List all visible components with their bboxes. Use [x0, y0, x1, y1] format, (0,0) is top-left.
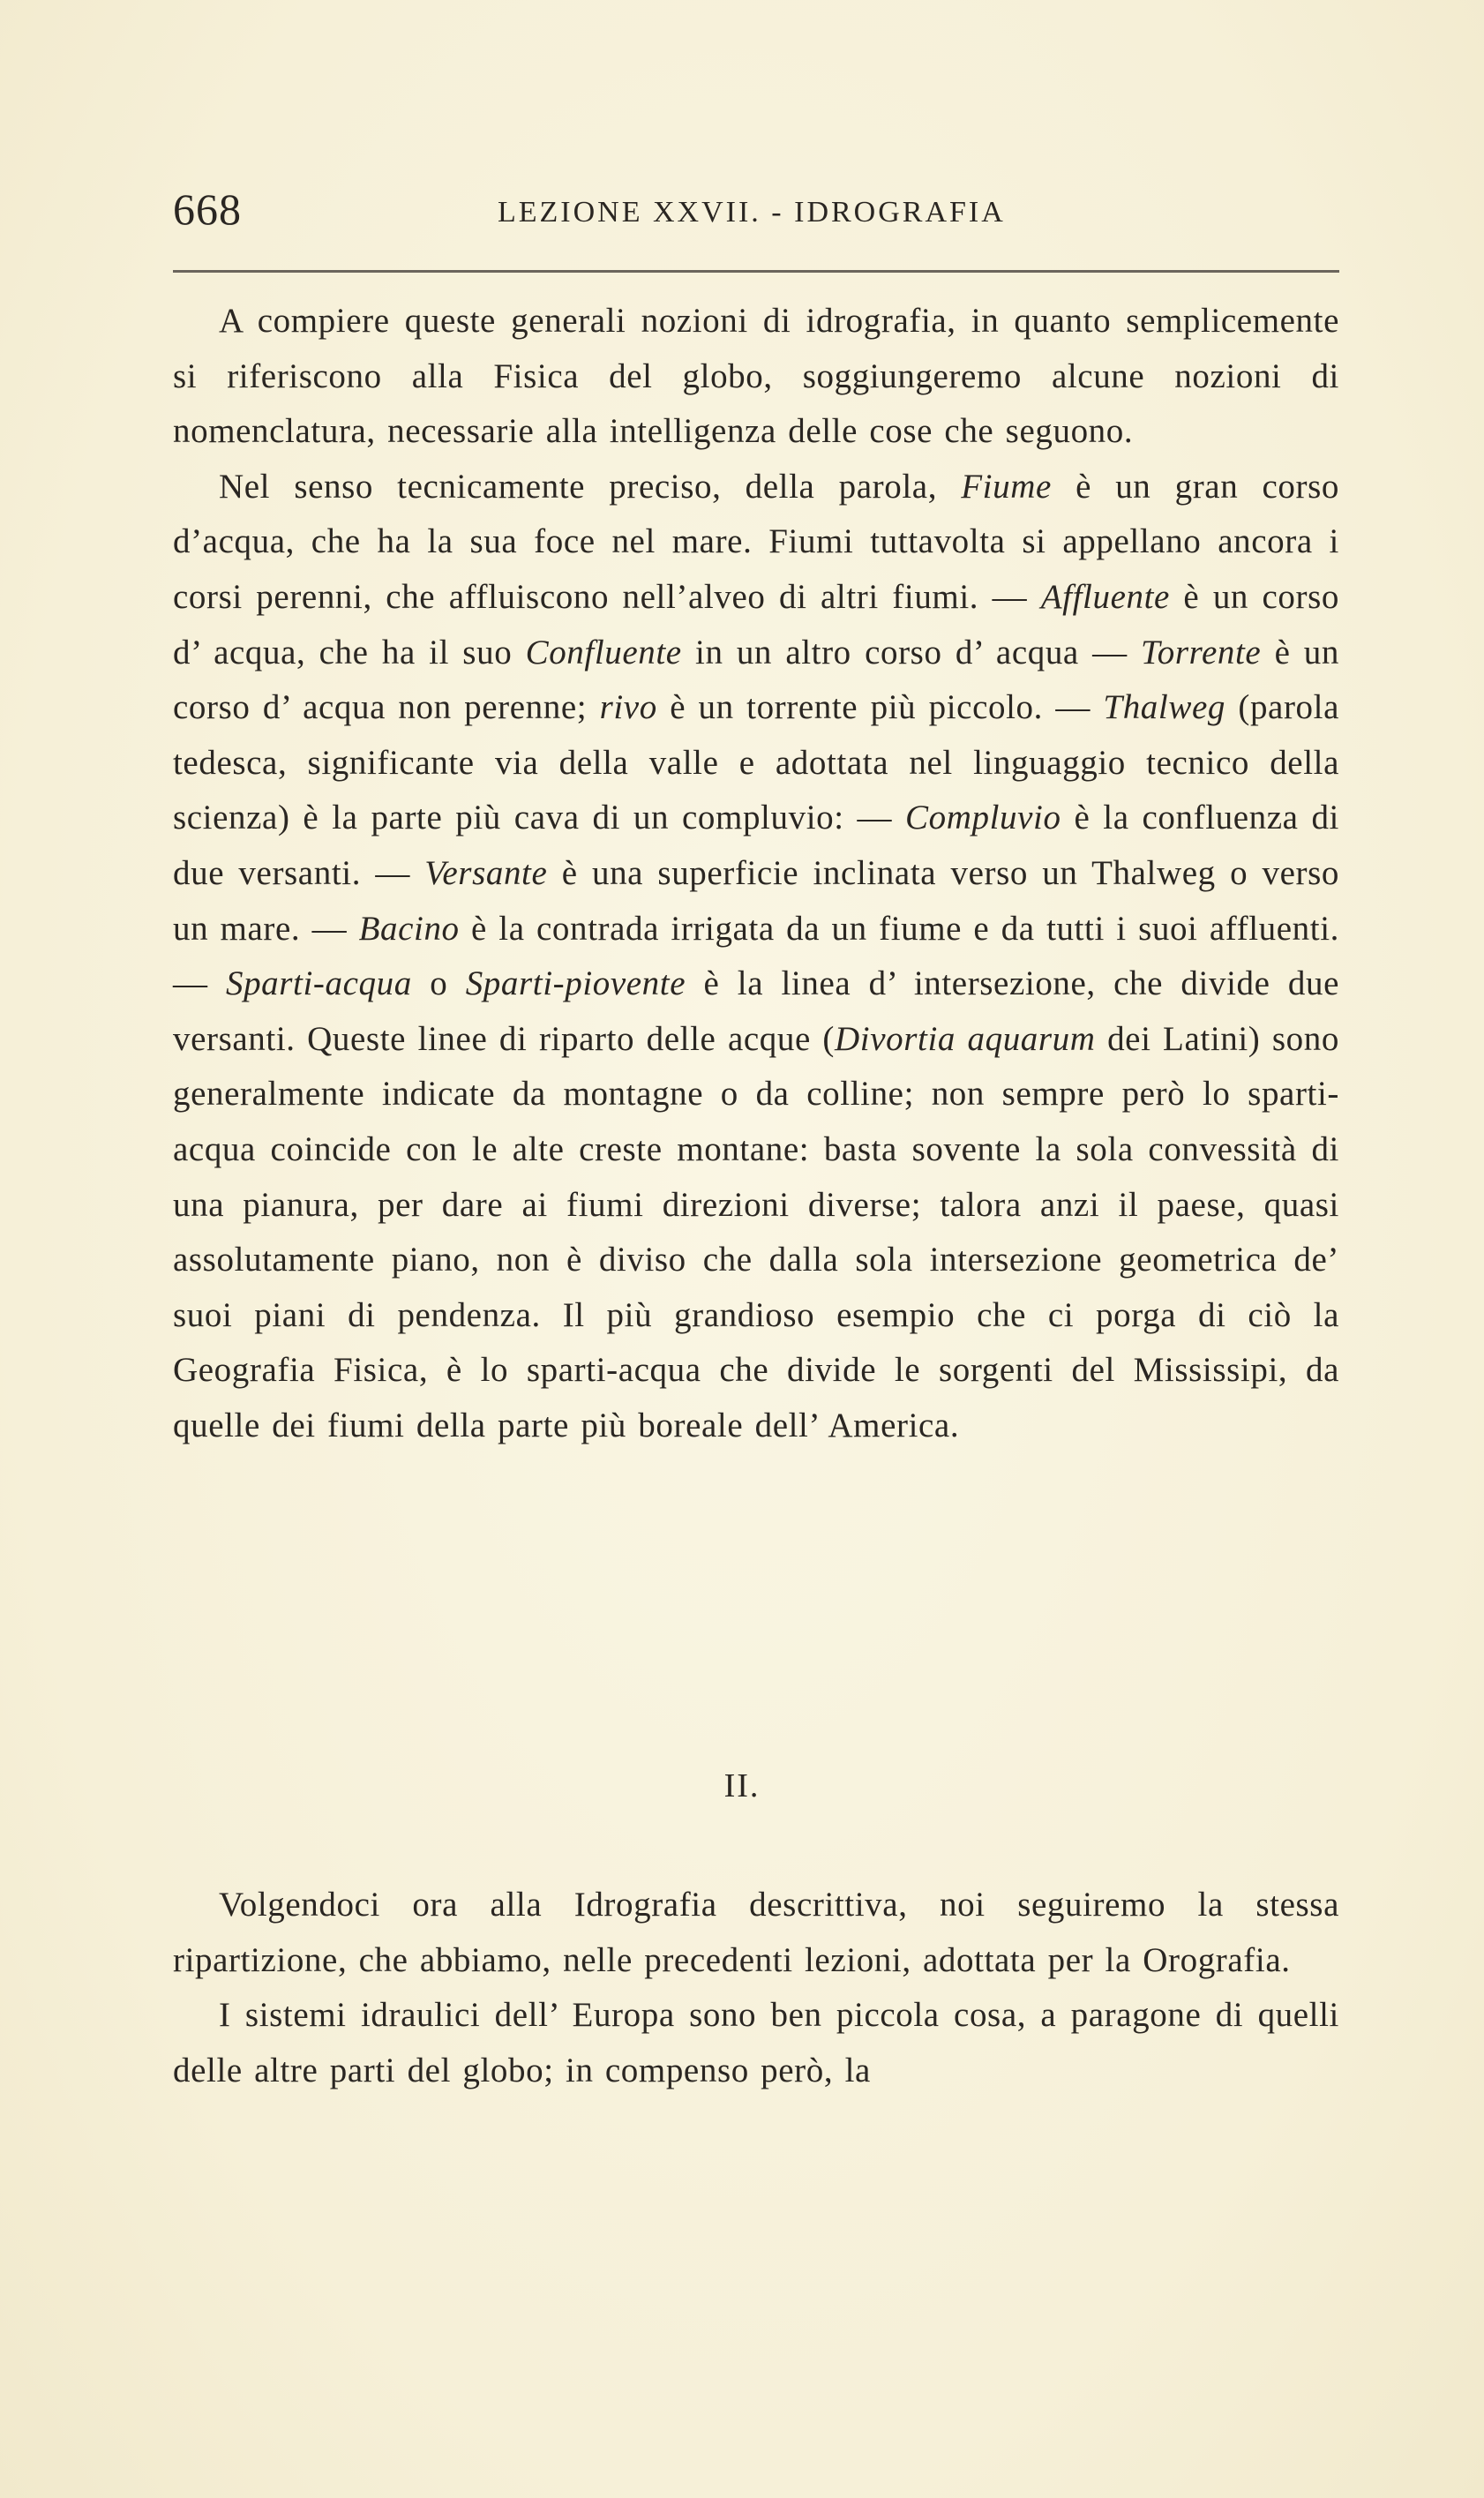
defined-term: Affluente: [1040, 577, 1170, 616]
defined-term: Fiume: [961, 467, 1052, 506]
defined-term: Divortia aquarum: [835, 1019, 1096, 1058]
paragraph: A compiere queste generali nozioni di idrografia, in quanto semplicemente si riferiscono alla Fisica del globo, soggiungeremo alcune nozioni di nomenclatura, necessarie alla intelligenza delle cose che seguono.: [173, 302, 1339, 451]
page-number: 668: [173, 184, 242, 234]
text-run: è la contrada irrigata da un fiume e da tutti i suoi affluenti. —: [173, 909, 1339, 1003]
paragraph: I sistemi idraulici dell’ Europa sono ben piccola cosa, a paragone di quelli delle altre parti del globo; in compenso però, la: [173, 1996, 1339, 2089]
defined-term: Confluente: [525, 633, 682, 671]
paragraph-definitions: [173, 460, 1339, 1454]
defined-term: Versante: [424, 853, 548, 892]
defined-term: rivo: [599, 688, 657, 727]
text-run: è un corso d’ acqua, che ha il suo: [173, 577, 1339, 671]
text-run: è un gran corso d’acqua, che ha la sua foce nel mare. Fiumi tuttavolta si appellano ancora i corsi perenni, che affluiscono nell’alveo di altri fiumi. —: [173, 467, 1339, 616]
defined-term: Bacino: [358, 909, 460, 948]
text-run: è la linea d’ intersezione, che divide due versanti. Queste linee di riparto delle acque (: [173, 964, 1339, 1058]
text-run: o: [411, 964, 466, 1003]
defined-term: Torrente: [1141, 633, 1262, 671]
paragraph: Volgendoci ora alla Idrografia descrittiva, noi seguiremo la stessa ripartizione, che abbiamo, nelle precedenti lezioni, adottata per la Orografia.: [173, 1886, 1339, 1979]
defined-term: Sparti-acqua: [225, 964, 412, 1003]
text-run: è un torrente più piccolo. —: [656, 688, 1104, 727]
header-rule: [173, 270, 1339, 273]
section-one-text: [173, 294, 1339, 1453]
text-run: è un corso d’ acqua non perenne;: [173, 633, 1339, 727]
text-run: è la confluenza di due versanti. —: [173, 799, 1339, 892]
text-run: (parola tedesca, significante via della valle e adottata nel linguaggio tecnico della scienza) è la parte più cava di un compluvio: —: [173, 688, 1340, 837]
section-two-text: [173, 1878, 1339, 2098]
section-number: II.: [723, 1767, 761, 1804]
running-head: LEZIONE XXVII. - IDROGRAFIA: [498, 196, 1006, 229]
text-run: è una superficie inclinata verso un Thalweg o verso un mare. —: [173, 853, 1339, 948]
text-run: Nel senso tecnicamente preciso, della parola,: [219, 467, 962, 506]
text-run: in un altro corso d’ acqua —: [681, 633, 1142, 671]
page-header: [173, 184, 1339, 236]
text-run: dei Latini) sono generalmente indicate da montagne o da colline; non sempre però lo sparti-acqua coincide con le alte creste montane: basta sovente la sola convessità di una pianura, per dare ai fiumi direzioni diverse; talora anzi il paese, quasi assolutamente piano, non è diviso che dalla sola intersezione geometrica de’ suoi piani di pendenza. Il più grandioso esempio che ci porga di ciò la Geografia Fisica, è lo sparti-acqua che divide le sorgenti del Mississipi, da quelle dei fiumi della parte più boreale dell’ America.: [173, 1019, 1339, 1444]
defined-term: Sparti-piovente: [465, 964, 686, 1003]
defined-term: Compluvio: [905, 799, 1061, 837]
defined-term: Thalweg: [1103, 688, 1225, 727]
